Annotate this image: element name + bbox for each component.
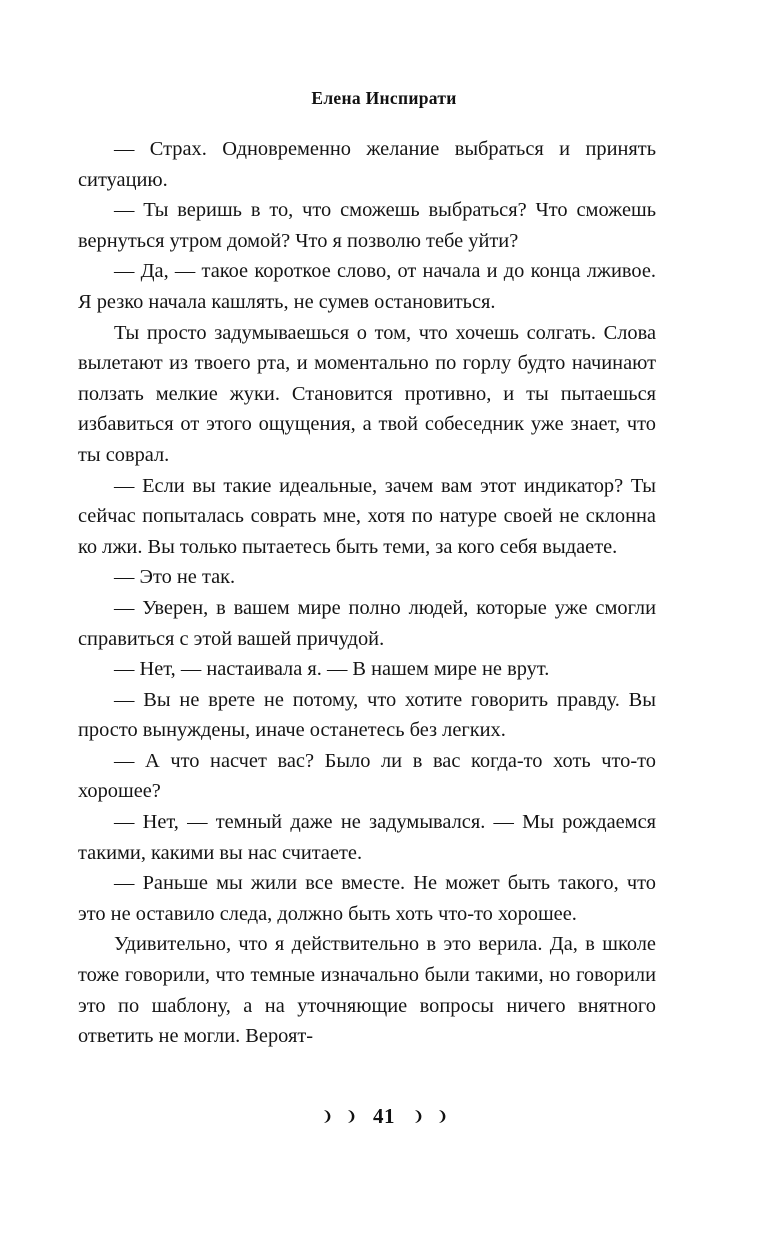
paragraph: — Вы не врете не потому, что хотите говорить правду. Вы просто вынуждены, иначе останетесь без легких. bbox=[78, 688, 656, 742]
crescent-moon-icon bbox=[318, 1108, 335, 1125]
paragraph: — Это не так. bbox=[114, 566, 236, 589]
crescent-moon-icon bbox=[433, 1108, 450, 1125]
paragraph: — Ты веришь в то, что сможешь выбраться? Что сможешь вернуться утром домой? Что я позволю тебе уйти? bbox=[78, 199, 656, 252]
paragraph: — Уверен, в вашем мире полно людей, которые уже смогли справиться с этой вашей причудой. bbox=[78, 596, 656, 650]
ornament-left bbox=[318, 1108, 359, 1125]
page-number: 41 bbox=[373, 1104, 395, 1128]
paragraph: — Раньше мы жили все вместе. Не может быть такого, что это не оставило следа, должно быть хоть что-то хорошее. bbox=[78, 872, 656, 925]
paragraph: Ты просто задумываешься о том, что хочешь солгать. Слова вылетают из твоего рта, и моментально по горлу будто начинают ползать мелкие жуки. Становится противно, и ты пытаешься избавиться от этого ощущения, а твой собеседник уже знает, что ты соврал. bbox=[78, 321, 656, 466]
paragraph: — Страх. Одновременно желание выбраться и принять ситуацию. bbox=[78, 138, 656, 191]
crescent-moon-icon bbox=[342, 1108, 359, 1125]
ornament-right bbox=[409, 1108, 450, 1125]
running-head-author: Елена Инспирати bbox=[311, 88, 457, 108]
paragraph: — Нет, — настаивала я. — В нашем мире не врут. bbox=[114, 658, 550, 681]
paragraph: — А что насчет вас? Было ли в вас когда-то хоть что-то хорошее? bbox=[78, 749, 656, 803]
body-text bbox=[78, 134, 656, 1052]
page-footer bbox=[0, 1104, 768, 1129]
paragraph: Удивительно, что я действительно в это верила. Да, в школе тоже говорили, что темные изначально были такими, но говорили это по шаблону, а на уточняющие вопросы ничего внятного ответить не могли. Вероят- bbox=[78, 933, 656, 1048]
paragraph: — Если вы такие идеальные, зачем вам этот индикатор? Ты сейчас попыталась соврать мне, хотя по натуре своей не склонна ко лжи. Вы только пытаетесь быть теми, за кого себя выдаете. bbox=[78, 474, 656, 558]
paragraph: — Нет, — темный даже не задумывался. — Мы рождаемся такими, какими вы нас считаете. bbox=[78, 811, 656, 864]
paragraph: — Да, — такое короткое слово, от начала и до конца лживое. Я резко начала кашлять, не сумев остановиться. bbox=[78, 260, 656, 313]
crescent-moon-icon bbox=[409, 1108, 426, 1125]
